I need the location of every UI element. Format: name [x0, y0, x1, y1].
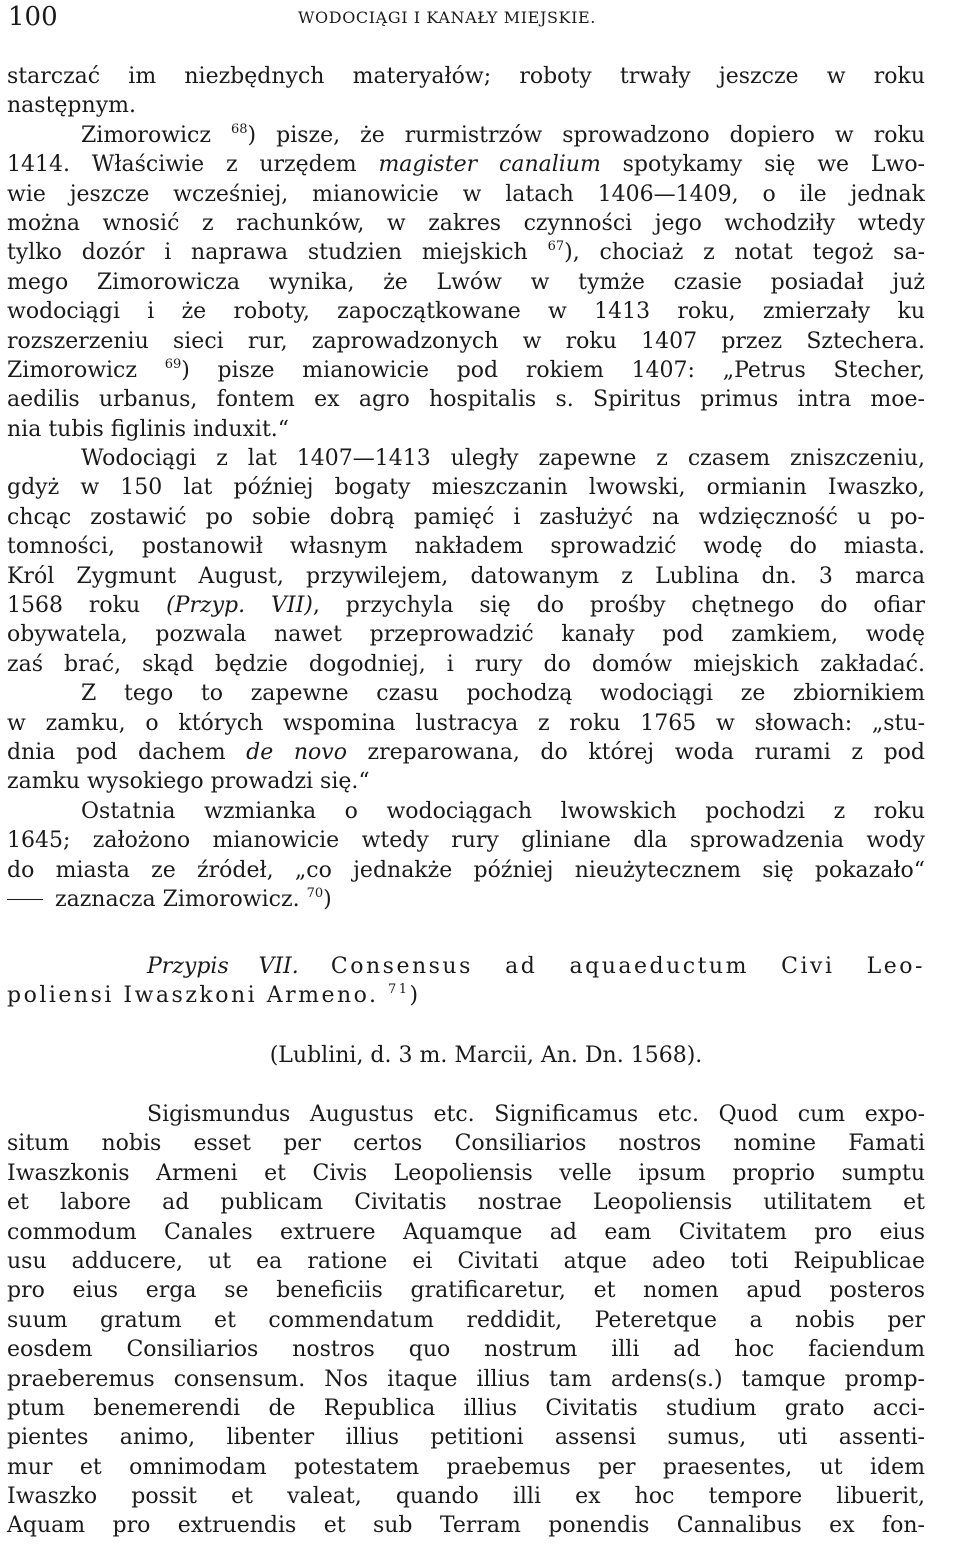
- text-line: [7, 238, 925, 267]
- text-line: rozszerzeniu sieci rur, zaprowadzonych w roku 1407 przez Sztechera.: [7, 328, 925, 354]
- text-line: Iwaszkonis Armeni et Civis Leopoliensis velle ipsum proprio sumptu: [7, 1160, 925, 1186]
- text-line: et labore ad publicam Civitatis nostrae Leopoliensis utilitatem et: [7, 1190, 925, 1216]
- text-line: eosdem Consiliarios nostros quo nostrum illi ad hoc faciendum: [7, 1337, 925, 1363]
- text-line: Aquam pro extruendis et sub Terram ponendis Cannalibus ex fon-: [7, 1513, 925, 1539]
- text-line: zamku wysokiego prowadzi się.“: [7, 769, 370, 795]
- text-line: mur et omnimodam potestatem praebemus per praesentes, ut idem: [7, 1454, 925, 1480]
- dateline: [7, 1041, 925, 1070]
- text-line: chcąc zostawić po sobie dobrą pamięć i zasłużyć na wdzięczność u po-: [7, 504, 925, 530]
- text-span: 1568 roku: [7, 593, 167, 619]
- text-line: Iwaszko possit et valeat, quando illi ex hoc tempore libuerit,: [7, 1484, 925, 1510]
- text-line: suum gratum et commendatum reddidit, Peteretque a nobis per: [7, 1307, 925, 1333]
- text-line: starczać im niezbędnych materyałów; roboty trwały jeszcze w roku: [7, 64, 925, 89]
- text-line: do miasta ze źródeł, „co jednakże później nieużytecznem się pokazało“: [7, 857, 925, 883]
- annex-title-line: [7, 981, 925, 1010]
- footnote-ref: 71: [388, 982, 410, 998]
- em-dash-rule: [7, 899, 43, 900]
- text-line: usu adducere, ut ea ratione ei Civitati atque adeo toti Reipublicae: [7, 1248, 925, 1274]
- annex-label: Przypis VII.: [147, 954, 299, 979]
- text-line: situm nobis esset per certos Consiliarios nostros nomine Famati: [7, 1131, 925, 1157]
- text-line: wodociągi i że roboty, zapoczątkowane w 1413 roku, zmierzały ku: [7, 299, 925, 325]
- text-span: spotykamy się we Lwo-: [600, 152, 925, 178]
- text-line: następnym.: [7, 93, 136, 119]
- text-line: praeberemus consensum. Nos itaque illius tam ardens(s.) tamque promp-: [7, 1366, 925, 1392]
- annex-title: poliensi Iwaszkoni Armeno.: [7, 983, 388, 1009]
- text-span: ) pisze mianowicie pod rokiem 1407: „Petrus Stecher,: [181, 357, 925, 383]
- page-number: 100: [8, 2, 58, 32]
- text-line: wie jeszcze wcześniej, mianowicie w latach 1406—1409, o ile jednak: [7, 181, 925, 207]
- footnote-ref: 68: [230, 121, 248, 137]
- text-line: commodum Canales extruere Aquamque ad eam Civitatem pro eius: [7, 1219, 925, 1245]
- text-line: [7, 356, 925, 385]
- text-line: Sigismundus Augustus etc. Significamus etc. Quod cum expo-: [147, 1102, 925, 1127]
- text-line: pientes animo, libenter illius petitioni assensi sumus, uti assenti-: [7, 1425, 925, 1451]
- text-line: nia tubis figlinis induxit.“: [7, 416, 290, 442]
- text-span: ), chociaż z notat tegoż sa-: [564, 240, 926, 266]
- italic-reference: (Przyp. VII): [166, 593, 313, 619]
- text-span: , przychyla się do prośby chętnego do ofiar: [312, 593, 925, 619]
- italic-term: magister canalium: [378, 152, 601, 178]
- text-span: zreparowana, do której woda rurami z pod: [346, 739, 925, 765]
- text-line: tomności, postanowił własnym nakładem sprowadzić wodę do miasta.: [7, 534, 925, 560]
- text-line: pro eius erga se beneficiis gratificaretur, et nomen apud posteros: [7, 1278, 925, 1304]
- text-line: gdyż w 150 lat później bogaty mieszczanin lwowski, ormianin Iwaszko,: [7, 475, 925, 501]
- text-line: Wodociągi z lat 1407—1413 uległy zapewne z czasem zniszczeniu,: [81, 446, 925, 472]
- text-span: zaznacza Zimorowicz.: [55, 886, 307, 912]
- page-header: [8, 2, 952, 32]
- italic-term: de novo: [246, 739, 347, 765]
- text-line: Ostatnia wzmianka o wodociągach lwowskich pochodzi z roku: [81, 798, 925, 824]
- text-span: tylko dozór i naprawa studzien miejskich: [7, 240, 548, 266]
- annex-title-line: [7, 952, 925, 981]
- dateline-text: (Lublini, d. 3 m. Marcii, An. Dn. 1568).: [269, 1043, 703, 1068]
- footnote-ref: 70: [306, 885, 324, 901]
- annex-title: Consensus ad aquaeductum Civi Leo-: [298, 954, 925, 979]
- text-span: ) pisze, że rurmistrzów sprowadzono dopiero w roku: [247, 122, 925, 148]
- text-line: 1645; założono mianowicie wtedy rury gliniane dla sprowadzenia wody: [7, 828, 925, 854]
- text-span: ): [409, 983, 421, 1009]
- text-line: można wnosić z rachunków, w zakres czynności jego wchodziły wtedy: [7, 210, 925, 236]
- text-span: 1414. Właściwie z urzędem: [7, 152, 379, 178]
- text-line: [7, 591, 925, 620]
- text-line: [7, 885, 925, 914]
- running-head: WODOCIĄGI I KANAŁY MIEJSKIE.: [298, 8, 596, 27]
- text-line: Król Zygmunt August, przywilejem, datowanym z Lublina dn. 3 marca: [7, 563, 925, 589]
- text-span: Zimorowicz: [81, 122, 231, 148]
- text-line: mego Zimorowicza wynika, że Lwów w tymże czasie posiadał już: [7, 269, 925, 295]
- text-line: [7, 738, 925, 767]
- annex-heading: [7, 952, 925, 1011]
- text-line: [7, 121, 925, 150]
- text-line: aedilis urbanus, fontem ex agro hospitalis s. Spiritus primus intra moe-: [7, 387, 925, 413]
- text-span: Zimorowicz: [7, 357, 165, 383]
- text-line: [7, 150, 925, 179]
- text-line: obywatela, pozwala nawet przeprowadzić kanały pod zamkiem, wodę: [7, 622, 925, 648]
- polish-body-text: [7, 62, 925, 914]
- text-line: w zamku, o których wspomina lustracya z roku 1765 w słowach: „stu-: [7, 710, 925, 736]
- footnote-ref: 69: [164, 356, 182, 372]
- footnote-ref: 67: [547, 239, 565, 255]
- text-span: ): [323, 886, 332, 912]
- text-span: dnia pod dachem: [7, 739, 247, 765]
- text-line: ptum benemerendi de Republica illius Civitatis studium grato acci-: [7, 1395, 925, 1421]
- latin-body-text: [7, 1100, 925, 1541]
- text-line: zaś brać, skąd będzie dogodniej, i rury do domów miejskich zakładać.: [7, 651, 925, 677]
- text-line: Z tego to zapewne czasu pochodzą wodociągi ze zbiornikiem: [81, 681, 925, 707]
